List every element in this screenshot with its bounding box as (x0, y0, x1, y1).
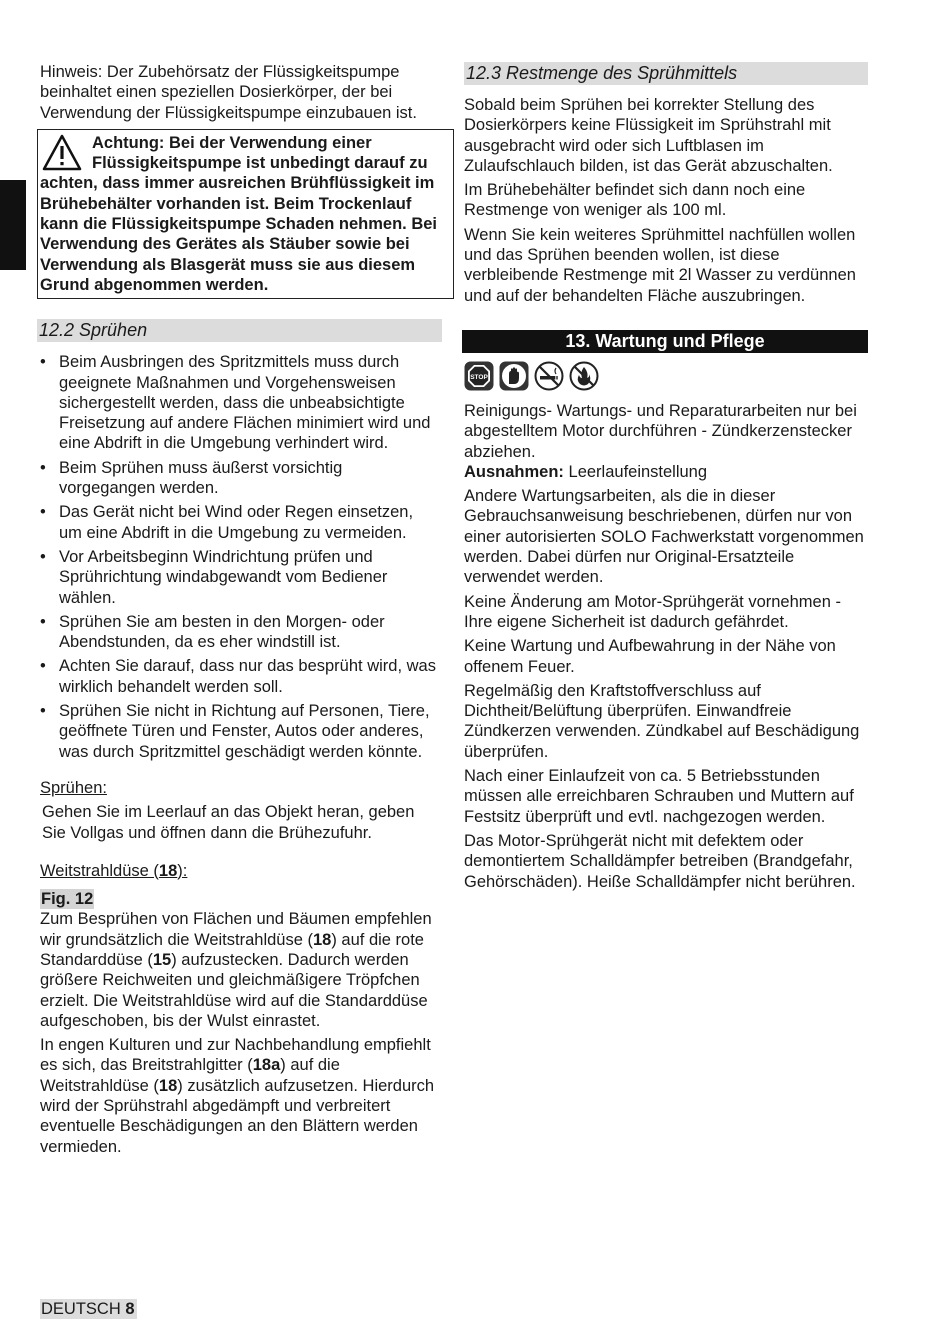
text-run: In engen Kulturen und zur Nachbehandlung empfiehlt es sich, das Breitstrahlgitter ( (40, 1036, 431, 1075)
spruehen-subheading: Sprühen: (40, 778, 107, 797)
weitstrahlduese-subheading (40, 861, 440, 881)
ausnahmen-text: Leerlaufeinstellung (563, 462, 708, 481)
safety-icon-row (464, 361, 866, 391)
ausnahmen-label: Ausnahmen: (464, 462, 564, 481)
text-run: ) auf die rote Standarddüse ( (40, 930, 424, 969)
hinweis-note: Hinweis: Der Zubehörsatz der Flüssigkeitspumpe beinhaltet einen speziellen Dosierkörper, der bei Verwendung der Flüssigkeitspumpe einzubauen ist. (40, 63, 417, 122)
protective-gloves-icon (499, 361, 529, 391)
weit-paragraph-1 (40, 909, 440, 1031)
part-number: 18a (252, 1056, 281, 1075)
no-smoking-icon (534, 361, 564, 391)
chapter-heading-13: 13. Wartung und Pflege (462, 330, 868, 353)
list-item: • Beim Sprühen muss äußerst vorsichtig vorgegangen werden. (40, 458, 440, 499)
part-number: 18 (312, 930, 332, 949)
stop-engine-icon (464, 361, 494, 391)
part-number: 18 (158, 1076, 178, 1095)
text-run: ) auf die Weitstrahldüse ( (40, 1056, 340, 1095)
text-run: ) aufzustecken. Dadurch werden größere Reichweiten und gleichmäßigere Tröpfchen erzielt. Die Weitstrahldüse wird auf die Standarddüse aufgeschoben, bis der Wulst einrastet. (40, 950, 428, 1030)
maintenance-paragraph: Nach einer Einlaufzeit von ca. 5 Betriebsstunden müssen alle erreichbaren Schrauben und Muttern auf Festsitz überprüft und evtl. nachgezogen werden. (464, 767, 854, 826)
rest-paragraph: Wenn Sie kein weiteres Sprühmittel nachfüllen wollen und das Sprühen beenden wollen, ist diese verbleibende Restmenge mit 2l Wasser zu verdünnen und auf der behandelten Fläche auszubringen. (464, 225, 856, 305)
section-heading-12-3: 12.3 Restmenge des Sprühmittels (464, 62, 868, 85)
text-run: Zum Besprühen von Flächen und Bäumen empfehlen wir grundsätzlich die Weitstrahldüse ( (40, 910, 432, 949)
maintenance-paragraph: Andere Wartungsarbeiten, als die in dieser Gebrauchsanweisung beschriebenen, dürfen nur von einer autorisierten SOLO Fachwerkstatt vorgenommen werden. Dabei dürfen nur Original-Ersatzteile verwendet werden. (464, 487, 864, 587)
maintenance-paragraph: Keine Änderung am Motor-Sprühgerät vornehmen - Ihre eigene Sicherheit ist dadurch gefährdet. (464, 592, 841, 631)
maintenance-intro: Reinigungs- Wartungs- und Reparaturarbeiten nur bei abgestelltem Motor durchführen - Zündkerzenstecker abziehen. (464, 401, 857, 461)
list-item: • Achten Sie darauf, dass nur das besprüht wird, was wirklich behandelt werden soll. (40, 656, 440, 697)
language-tab-marker (0, 180, 26, 270)
spruehen-bullet-list (40, 352, 440, 762)
warning-triangle-icon (42, 133, 82, 173)
page-footer (40, 1299, 137, 1319)
page-number: 8 (125, 1300, 135, 1318)
no-open-fire-icon (569, 361, 599, 391)
rest-paragraph: Im Brühebehälter befindet sich dann noch eine Restmenge von weniger als 100 ml. (464, 181, 806, 220)
maintenance-paragraph: Keine Wartung und Aufbewahrung in der Nähe von offenem Feuer. (464, 637, 836, 676)
spruehen-text: Gehen Sie im Leerlauf an das Objekt heran, geben Sie Vollgas und öffnen dann die Brühezufuhr. (42, 803, 415, 842)
weit-heading-num: 18 (158, 861, 178, 880)
left-column (40, 62, 440, 1161)
text-run: ) zusätzlich aufzusetzen. Hierdurch wird der Sprühstrahl abgedämpft und verbreitert eventuelle Beschädigungen an den Blättern werden vermieden. (40, 1076, 435, 1156)
list-item: • Vor Arbeitsbeginn Windrichtung prüfen und Sprührichtung windabgewandt vom Bediener wählen. (40, 547, 440, 608)
section-heading-12-2: 12.2 Sprühen (37, 319, 442, 342)
footer-language: DEUTSCH (41, 1300, 126, 1318)
stop-icon-text: STOP (470, 373, 488, 381)
ausnahmen-line (464, 462, 866, 482)
list-item: • Sprühen Sie am besten in den Morgen- oder Abendstunden, da es eher windstill ist. (40, 612, 440, 653)
warning-box (37, 129, 454, 299)
list-item: • Beim Ausbringen des Spritzmittels muss durch geeignete Maßnahmen und Vorgehensweisen sichergestellt werden, dass die unbeabsichtigte Freisetzung auf andere Flächen minimiert wird und eine Abdrift in die Umgebung verhindert wird. (40, 352, 440, 453)
weit-heading-post: ): (177, 861, 188, 880)
weit-paragraph-2 (40, 1035, 440, 1157)
right-column (464, 62, 866, 896)
figure-reference (40, 889, 440, 909)
list-item: • Das Gerät nicht bei Wind oder Regen einsetzen, um eine Abdrift in die Umgebung zu vermeiden. (40, 502, 440, 543)
warning-text: Achtung: Bei der Verwendung einer Flüssigkeitspumpe ist unbedingt darauf zu achten, dass immer ausreichen Brühflüssigkeit im Brühebehälter vorhanden ist. Beim Trockenlauf kann die Flüssigkeitspumpe Schaden nehmen. Bei Verwendung des Gerätes als Stäuber sowie bei Verwendung als Blasgerät muss sie aus diesem Grund abgenommen werden. (40, 133, 438, 294)
maintenance-paragraph: Regelmäßig den Kraftstoffverschluss auf Dichtheit/Belüftung überprüfen. Einwandfreie Zündkerzen verwenden. Zündkabel auf Beschädigung überprüfen. (464, 681, 860, 761)
fig-label: Fig. 12 (41, 890, 94, 909)
maintenance-paragraph: Das Motor-Sprühgerät nicht mit defektem oder demontiertem Schalldämpfer betreiben (Brandgefahr, Gehörschäden). Heiße Schalldämpfer nicht berühren. (464, 831, 856, 891)
weit-heading-pre: Weitstrahldüse ( (40, 861, 159, 880)
part-number: 15 (152, 950, 172, 969)
list-item: • Sprühen Sie nicht in Richtung auf Personen, Tiere, geöffnete Türen und Fenster, Autos oder anderes, was durch Spritzmittel geschädigt werden könnte. (40, 701, 440, 762)
rest-paragraph: Sobald beim Sprühen bei korrekter Stellung des Dosierkörpers keine Flüssigkeit im Sprühstrahl mit ausgebracht wird oder sich Luftblasen im Zulaufschlauch bilden, ist das Gerät abzuschalten. (464, 96, 833, 175)
